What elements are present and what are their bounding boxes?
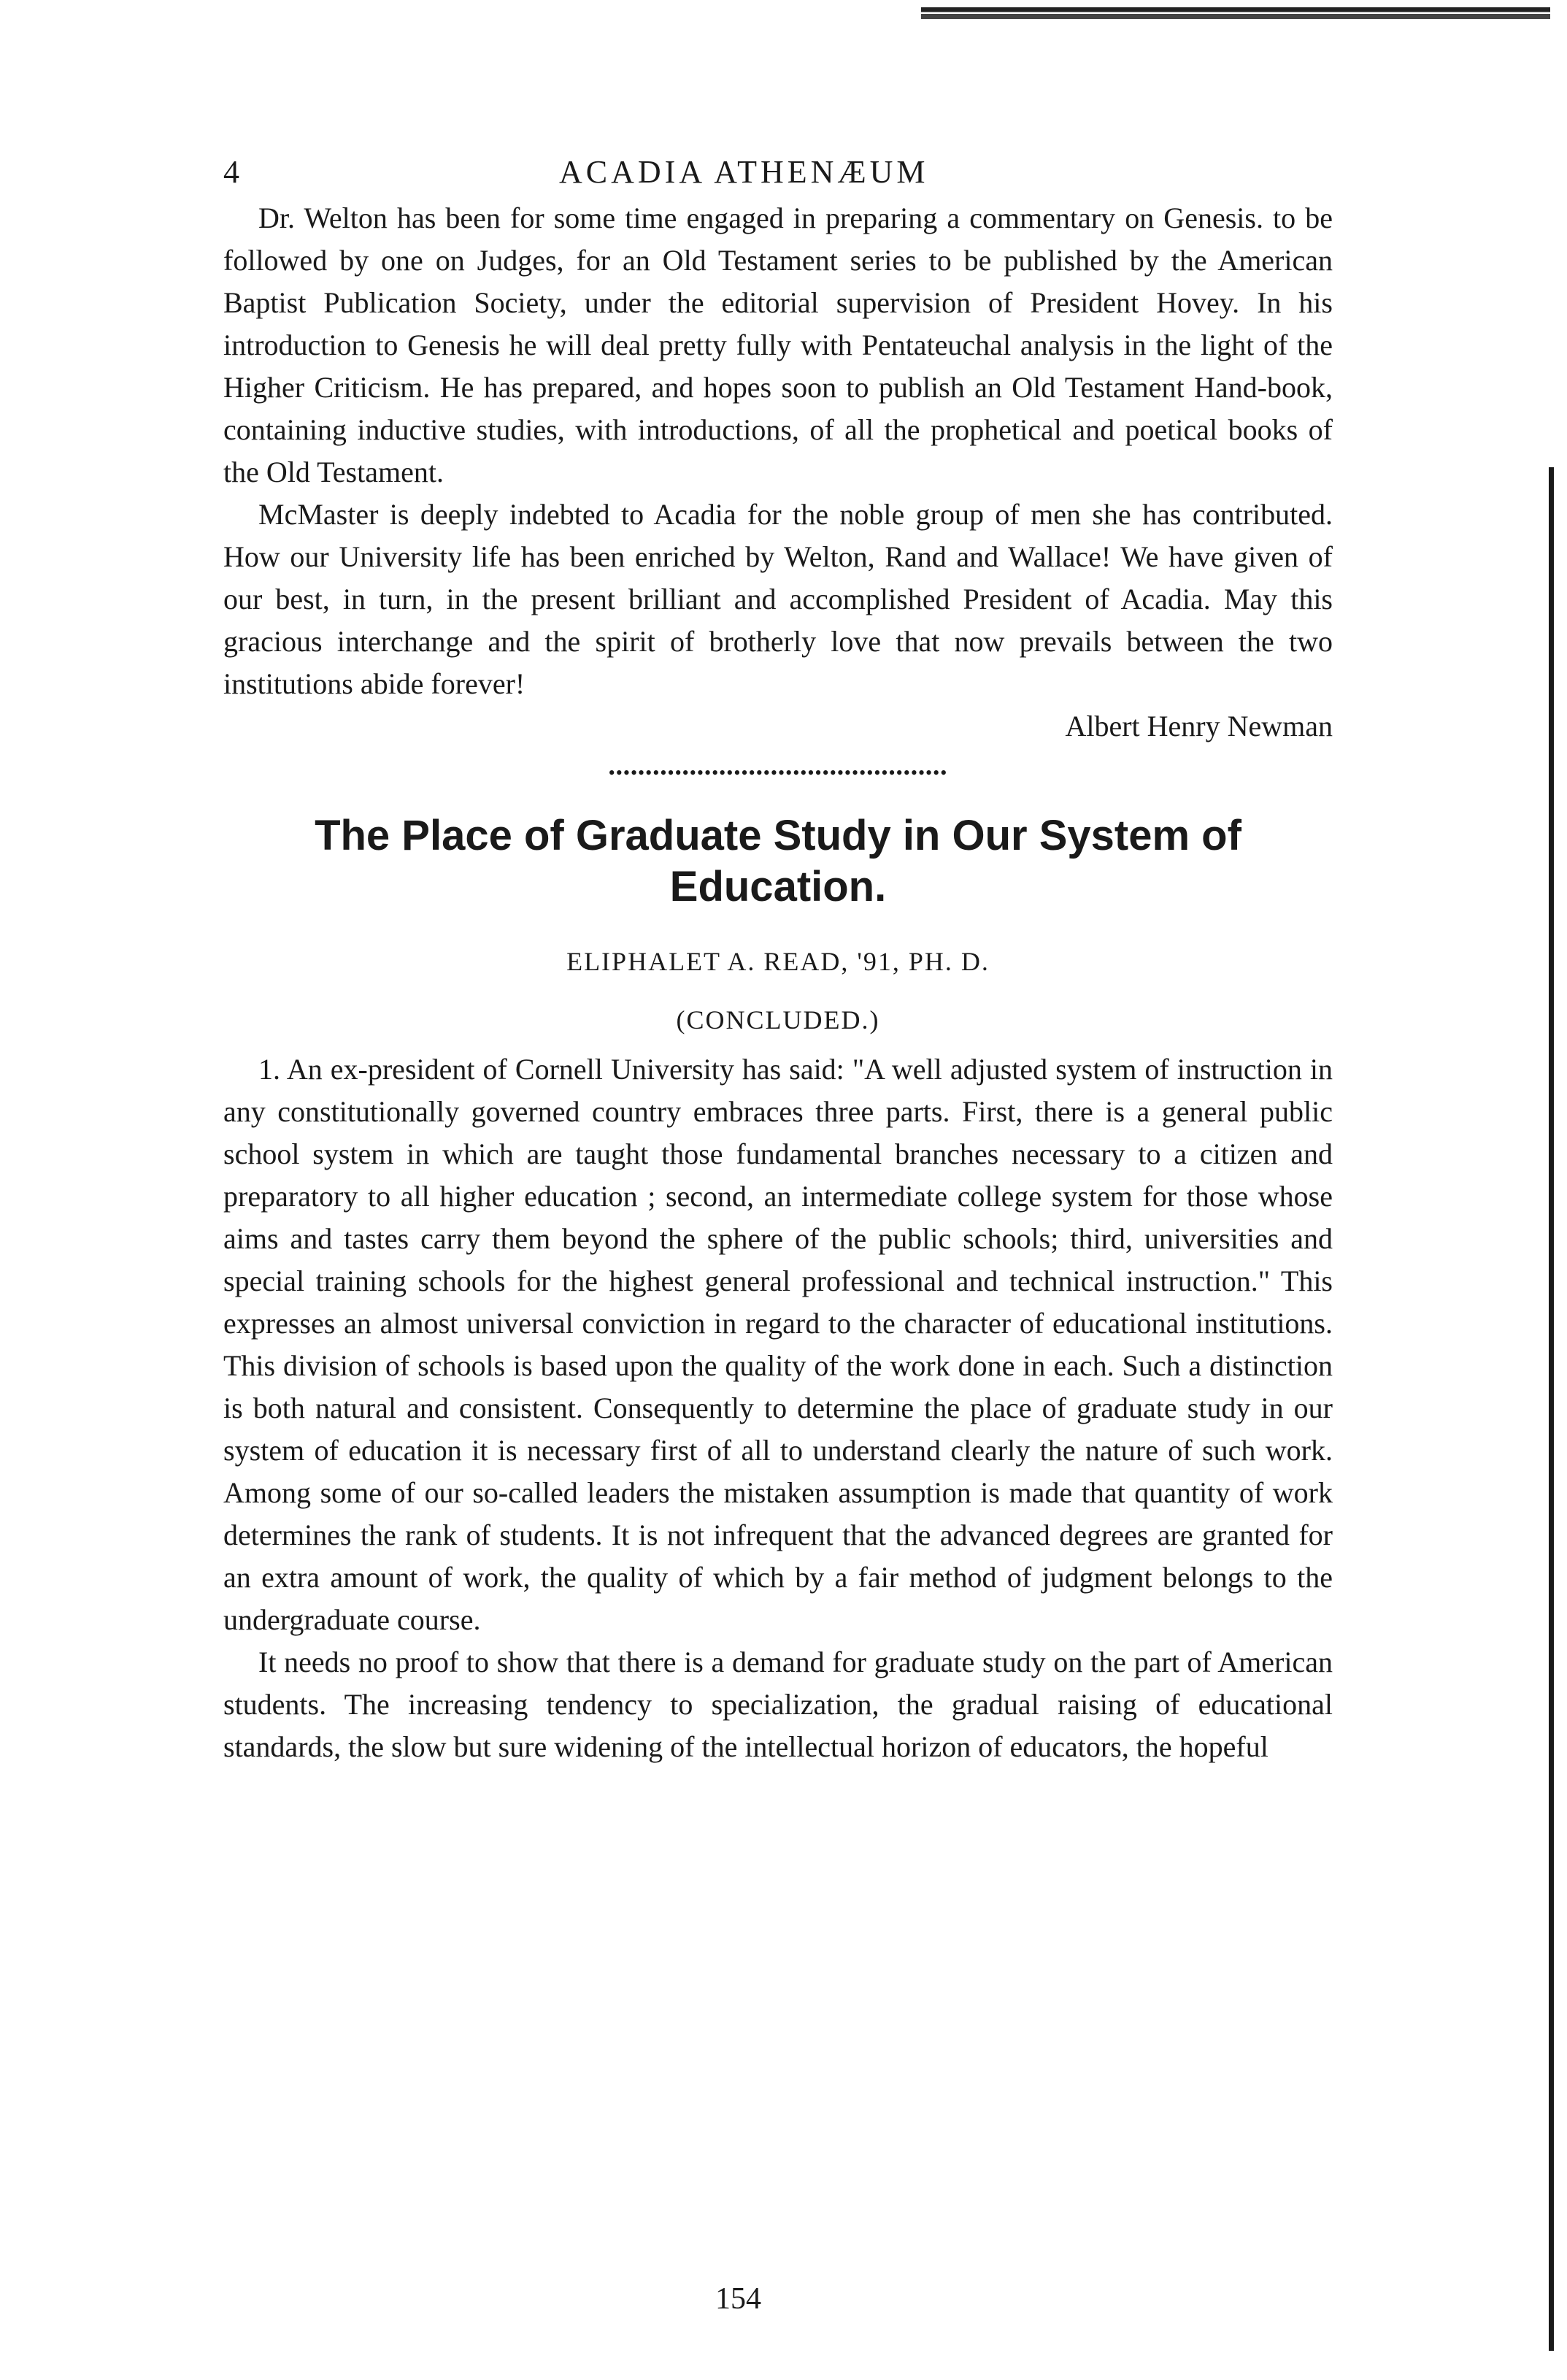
folio-number: 154: [715, 2282, 761, 2316]
article-graduate-study: [223, 1048, 1333, 1768]
paragraph: Dr. Welton has been for some time engaged in preparing a commentary on Genesis. to be followed by one on Judges, for an Old Testament series to be published by the American Baptist Publication Society, under the editorial supervision of President Hovey. In his introduction to Genesis he will deal pretty fully with Pentateuchal analysis in the light of the Higher Criticism. He has prepared, and hopes soon to publish an Old Testament Hand-book, containing inductive studies, with introductions, of all the prophetical and poetical books of the Old Testament.: [223, 201, 1333, 488]
scan-edge-rule: [921, 7, 1550, 19]
running-title: ACADIA ATHENÆUM: [559, 154, 929, 190]
running-head: [223, 139, 1333, 197]
ornament-divider: ••••••••••••••••••••••••••••••••••••••••••••••: [608, 762, 948, 783]
paragraph: 1. An ex-president of Cornell University has said: "A well adjusted system of instruction in any constitutionally governed country embraces three parts. First, there is a general public school system in which are taught those fundamental branches necessary to a citizen and preparatory to all higher education ; second, an intermediate college system for those whose aims and tastes carry them beyond the sphere of the public schools; third, universities and special training schools for the highest general professional and technical instruction." This expresses an almost universal conviction in regard to the character of educational institutions. This division of schools is based upon the quality of the work done in each. Such a distinction is both natural and consistent. Consequently to determine the place of graduate study in our system of education it is necessary first of all to understand clearly the nature of such work. Among some of our so-called leaders the mistaken assumption is made that quantity of work determines the rank of students. It is not infrequent that the advanced degrees are granted for an extra amount of work, the quality of which by a fair method of judgment belongs to the undergraduate course.: [223, 1053, 1333, 1636]
article-title: The Place of Graduate Study in Our System of Education.: [315, 812, 1241, 910]
scan-edge-bar: [1549, 467, 1554, 2351]
byline: ELIPHALET A. READ, '91, PH. D.: [566, 947, 990, 976]
article-welton: [223, 197, 1333, 748]
paragraph: McMaster is deeply indebted to Acadia for the noble group of men she has contributed. How our University life has been enriched by Welton, Rand and Wallace! We have given of our best, in turn, in the present brilliant and accomplished President of Acadia. May this gracious interchange and the spirit of brotherly love that now prevails between the two institutions abide forever!: [223, 498, 1333, 700]
paragraph: It needs no proof to show that there is a demand for graduate study on the part of American students. The increasing tendency to specialization, the gradual raising of educational standards, the slow but sure widening of the intellectual horizon of educators, the hopeful: [223, 1646, 1333, 1763]
page-body: [223, 139, 1333, 1768]
status-note: (CONCLUDED.): [676, 1005, 880, 1034]
page-number: 4: [223, 154, 243, 190]
signature: Albert Henry Newman: [1065, 710, 1333, 742]
